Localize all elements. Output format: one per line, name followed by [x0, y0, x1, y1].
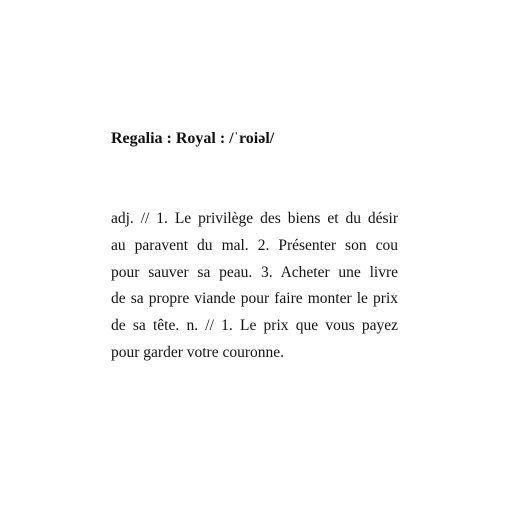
definition-line: adj. // 1. Le privilège des biens et du désir [111, 210, 398, 227]
entry-definition [111, 206, 398, 367]
entry-heading: Regalia : Royal : /ˈroiəl/ [111, 130, 275, 147]
definition-line: pour garder votre couronne. [111, 343, 285, 361]
definition-line: de sa tête. n. // 1. Le prix que vous payez [111, 317, 398, 335]
definition-line: pour sauver sa peau. 3. Acheter une livre [111, 263, 398, 281]
definition-line: au paravent du mal. 2. Présenter son cou [111, 236, 398, 254]
definition-line: de sa propre viande pour faire monter le prix [111, 290, 398, 308]
